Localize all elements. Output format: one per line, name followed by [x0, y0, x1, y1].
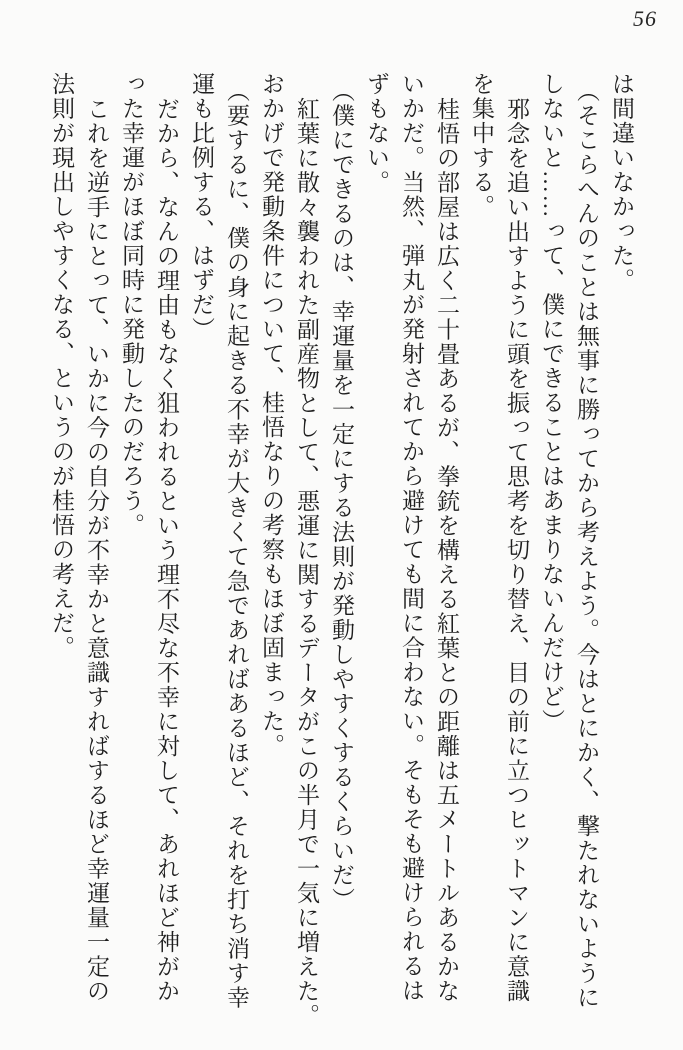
- text-column: 邪念を追い出すように頭を振って思考を切り替え、目の前に立つヒットマンに意識: [504, 97, 529, 1004]
- text-column: しないと……って、僕にできることはあまりないんだけど）: [539, 72, 564, 734]
- text-column: いかだ。当然、弾丸が発射されてから避けても間に合わない。そもそも避けられるは: [399, 72, 424, 1003]
- text-column: 桂悟の部屋は広く二十畳あるが、拳銃を構える紅葉との距離は五メートルあるかな: [434, 97, 459, 1004]
- text-column: は間違いなかった。: [609, 72, 634, 293]
- page-number: 56: [633, 6, 657, 31]
- text-column: 運も比例する、はずだ）: [189, 72, 214, 342]
- text-column: った幸運がほぼ同時に発動したのだろう。: [119, 72, 144, 538]
- text-column: だから、なんの理由もなく狙われるという理不尽な不幸に対して、あれほど神がか: [154, 97, 179, 1004]
- text-column: 紅葉に散々襲われた副産物として、悪運に関するデータがこの半月で一気に増えた。: [294, 97, 319, 1028]
- text-column: を集中する。: [469, 72, 494, 219]
- vertical-text-block: [44, 72, 639, 1028]
- text-column: 法則が現出しやすくなる、というのが桂悟の考えだ。: [49, 72, 74, 660]
- text-column: ずもない。: [364, 72, 389, 195]
- text-column: （そこらへんのことは無事に勝ってから考えよう。今はとにかく、撃たれないように: [574, 79, 599, 1010]
- text-column: （僕にできるのは、幸運量を一定にする法則が発動しやすくするくらいだ）: [329, 79, 354, 912]
- text-column: （要するに、僕の身に起きる不幸が大きくて急であればあるほど、それを打ち消す幸: [224, 79, 249, 1010]
- text-column: おかげで発動条件について、桂悟なりの考察もほぼ固まった。: [259, 72, 284, 758]
- text-column: これを逆手にとって、いかに今の自分が不幸かと意識すればするほど幸運量一定の: [84, 97, 109, 1004]
